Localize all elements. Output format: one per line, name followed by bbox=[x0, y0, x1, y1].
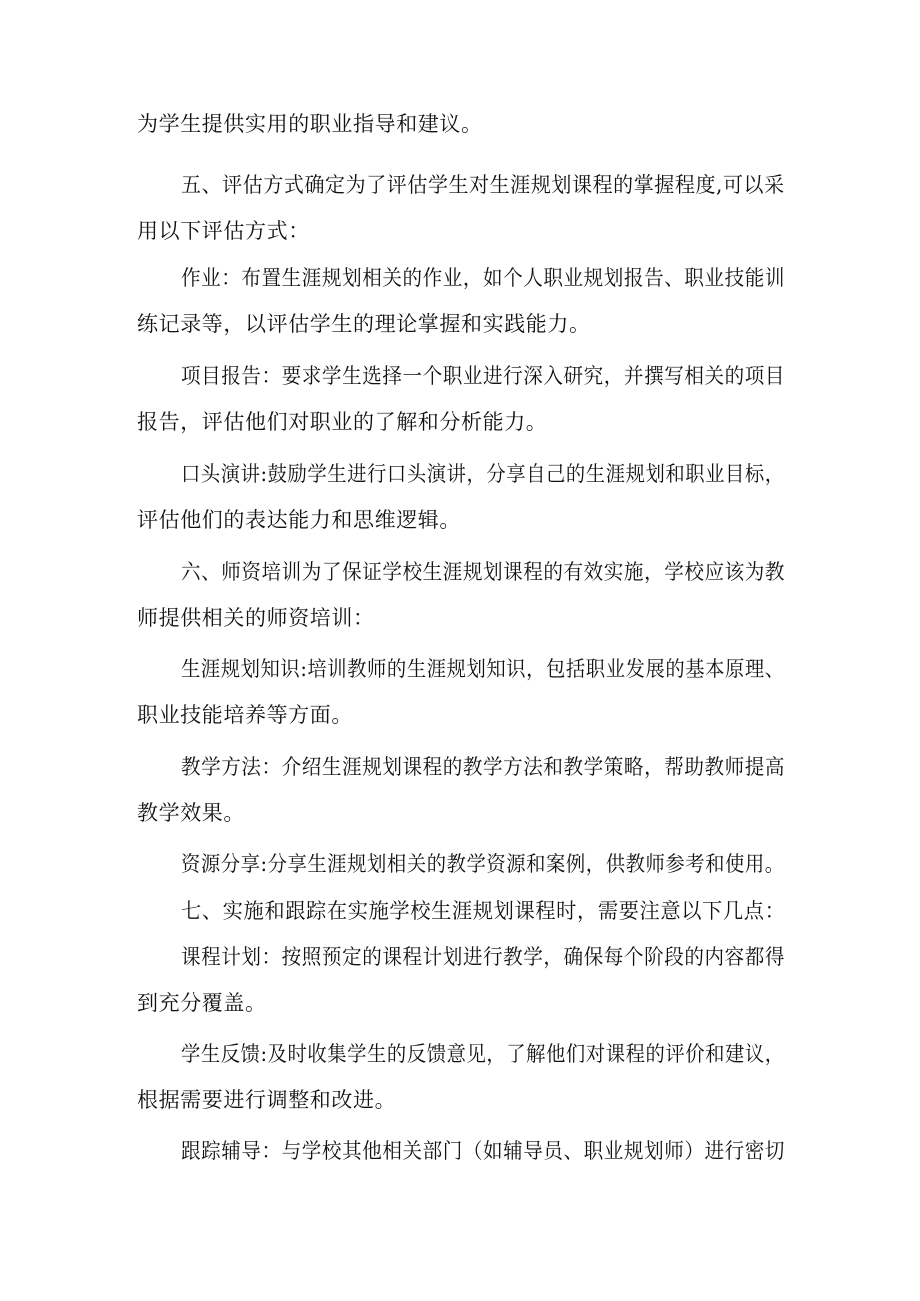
section-heading-line: 五、评估方式确定为了评估学生对生涯规划课程的掌握程度,可以采 bbox=[181, 173, 785, 197]
paragraph-line: 报告，评估他们对职业的了解和分析能力。 bbox=[137, 410, 548, 434]
paragraph-line: 口头演讲:鼓励学生进行口头演讲，分享自己的生涯规划和职业目标， bbox=[181, 462, 785, 486]
paragraph-line: 职业技能培养等方面。 bbox=[137, 703, 353, 727]
paragraph-line: 教学方法：介绍生涯规划课程的教学方法和教学策略，帮助教师提高 bbox=[181, 755, 786, 779]
paragraph-line: 根据需要进行调整和改进。 bbox=[137, 1088, 397, 1112]
paragraph-line: 用以下评估方式： bbox=[137, 219, 310, 243]
paragraph-line: 资源分享:分享生涯规划相关的教学资源和案例，供教师参考和使用。 bbox=[181, 852, 785, 876]
paragraph-line: 学生反馈:及时收集学生的反馈意见，了解他们对课程的评价和建议， bbox=[181, 1042, 785, 1066]
paragraph-line: 为学生提供实用的职业指导和建议。 bbox=[137, 112, 483, 136]
paragraph-line: 评估他们的表达能力和思维逻辑。 bbox=[137, 508, 461, 532]
paragraph-line: 练记录等，以评估学生的理论掌握和实践能力。 bbox=[137, 312, 591, 336]
paragraph-line: 项目报告：要求学生选择一个职业进行深入研究，并撰写相关的项目 bbox=[181, 364, 786, 388]
paragraph-line: 到充分覆盖。 bbox=[137, 991, 267, 1015]
section-heading-line: 七、实施和跟踪在实施学校生涯规划课程时，需要注意以下几点： bbox=[181, 899, 786, 923]
paragraph-line: 师提供相关的师资培训： bbox=[137, 606, 375, 630]
paragraph-line: 作业：布置生涯规划相关的作业，如个人职业规划报告、职业技能训 bbox=[181, 266, 786, 290]
paragraph-line: 课程计划：按照预定的课程计划进行教学，确保每个阶段的内容都得 bbox=[181, 945, 786, 969]
paragraph-line: 生涯规划知识:培训教师的生涯规划知识，包括职业发展的基本原理、 bbox=[181, 657, 785, 681]
paragraph-line: 教学效果。 bbox=[137, 801, 245, 825]
paragraph-line: 跟踪辅导：与学校其他相关部门（如辅导员、职业规划师）进行密切 bbox=[181, 1139, 786, 1163]
section-heading-line: 六、师资培训为了保证学校生涯规划课程的有效实施，学校应该为教 bbox=[181, 560, 786, 584]
